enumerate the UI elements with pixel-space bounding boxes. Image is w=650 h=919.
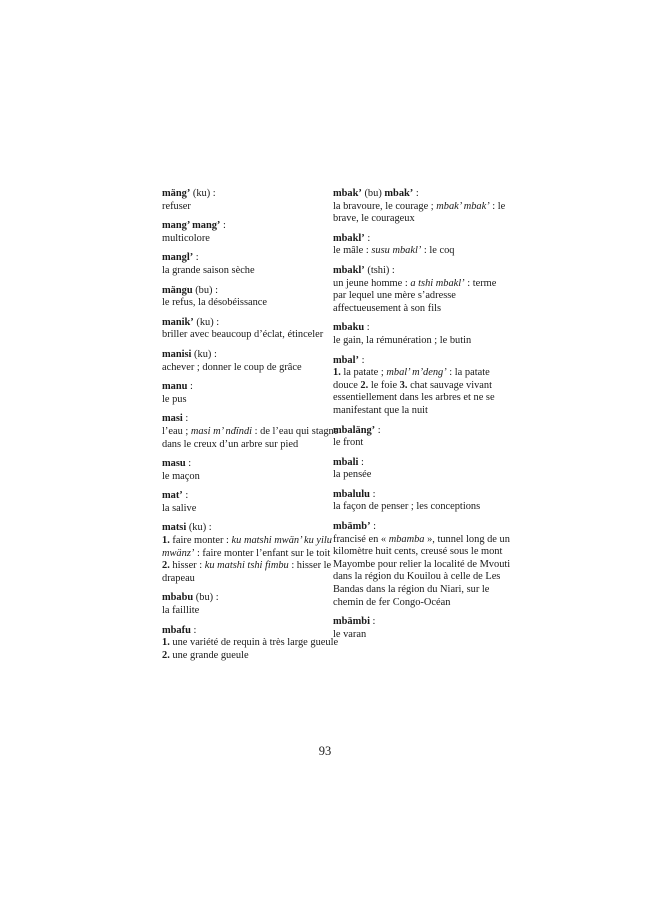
definition-text: la bravoure, le courage ; (333, 200, 437, 212)
grammar-tag: : (187, 381, 193, 393)
grammar-tag: : (190, 624, 197, 636)
definition-text: la patate ; (340, 367, 387, 379)
sense-number: 1. (333, 367, 341, 379)
dictionary-entry (333, 489, 511, 514)
grammar-tag: (bu) : (192, 284, 219, 296)
definition (162, 265, 340, 278)
definition-text: une variété de requin à très large gueule (169, 637, 339, 649)
definition (333, 278, 511, 316)
definition-text: chat sauvage vivant essentiellement dans les arbres et ne se manifestant que la nuit (333, 379, 495, 416)
headword: mbali (333, 456, 359, 468)
definition (162, 201, 340, 214)
grammar-tag: : (358, 456, 364, 468)
example-phrase: mbal’ m’deng’ (386, 367, 447, 379)
definition-text: : le coq (421, 245, 455, 257)
example-phrase: ku matshi mwän’ ku yilu mwänz’ (162, 535, 332, 559)
entry-heading (162, 625, 340, 638)
grammar-tag: : (364, 232, 371, 244)
headword: mbabu (162, 592, 194, 604)
dictionary-entry (333, 233, 511, 258)
grammar-tag: : (370, 521, 377, 533)
dictionary-entry (162, 285, 340, 310)
definition-text: : de l’eau qui stagne dans le creux d’un arbre sur pied (162, 425, 339, 450)
definition (333, 469, 511, 482)
headword: mbalulu (333, 488, 370, 500)
definition (162, 297, 340, 310)
left-column (162, 188, 340, 669)
definition (333, 201, 511, 226)
definition-text: le gain, la rémunération ; le butin (333, 334, 472, 346)
entry-heading (333, 616, 511, 629)
dictionary-entry (333, 457, 511, 482)
definition (333, 629, 511, 642)
grammar-tag: (ku) : (193, 316, 220, 328)
headword: mbak’ (333, 188, 362, 199)
definition-text: : faire monter l’enfant sur le toit (194, 547, 331, 559)
definition-text: la faillite (162, 605, 200, 617)
definition (333, 245, 511, 258)
definition-text: briller avec beaucoup d’éclat, étinceler (162, 329, 324, 341)
example-phrase: mbak’ mbak’ (436, 200, 490, 212)
headword: matsi (162, 522, 187, 534)
dictionary-entry (162, 522, 340, 585)
definition-text: : hisser le drapeau (162, 560, 332, 584)
sense-number: 2. (360, 379, 369, 391)
headword: mangl’ (162, 252, 194, 264)
dictionary-entry (333, 355, 511, 418)
definition (162, 394, 340, 407)
example-phrase: ku matshi tshi fimbu (204, 560, 289, 572)
headword: masi (162, 413, 183, 425)
grammar-tag: : (220, 220, 226, 232)
definition-text: une grande gueule (169, 649, 249, 661)
grammar-tag: : (369, 616, 376, 628)
definition-text: un jeune homme : (333, 277, 411, 289)
entry-heading (162, 285, 340, 298)
entry-heading (162, 413, 340, 426)
grammar-tag: (bu) (361, 188, 385, 199)
definition-text: le varan (333, 628, 367, 640)
dictionary-entry (162, 413, 340, 451)
grammar-tag: : (413, 188, 419, 199)
entry-heading (162, 490, 340, 503)
headword: mbafu (162, 624, 191, 636)
definition-text: le refus, la désobéissance (162, 297, 268, 309)
headword: mbakl’ (333, 232, 365, 244)
definition-text: achever ; donner le coup de grâce (162, 361, 302, 373)
definition (333, 534, 511, 610)
definition-text: refuser (162, 200, 191, 212)
entry-heading (162, 252, 340, 265)
definition (162, 535, 340, 585)
sense-number: 1. (162, 637, 170, 649)
definition (162, 329, 340, 342)
definition-text: la façon de penser ; les conceptions (333, 501, 481, 513)
entry-heading (333, 457, 511, 470)
grammar-tag: : (182, 413, 189, 425)
definition-text: la pensée (333, 469, 372, 481)
entry-heading (333, 233, 511, 246)
definition (333, 437, 511, 450)
dictionary-entry (162, 349, 340, 374)
entry-heading (162, 592, 340, 605)
grammar-tag: : (375, 424, 381, 436)
entry-heading (162, 458, 340, 471)
headword: manisi (162, 348, 192, 360)
grammar-tag: : (182, 490, 189, 502)
grammar-tag: : (358, 354, 365, 366)
entry-heading (162, 381, 340, 394)
headword: mbaku (333, 322, 365, 334)
dictionary-entry (162, 458, 340, 483)
headword: mat’ (162, 490, 183, 502)
headword: mbämb’ (333, 521, 371, 533)
sense-number: 1. (162, 535, 170, 547)
entry-heading (333, 425, 511, 438)
definition-text: la salive (162, 502, 197, 514)
dictionary-entry (162, 252, 340, 277)
entry-heading (162, 317, 340, 330)
dictionary-entry (162, 381, 340, 406)
sense-number: 2. (162, 560, 170, 572)
headword: mängu (162, 284, 193, 296)
definition-text: le mâle : (333, 245, 372, 257)
headword: mbämbi (333, 616, 370, 628)
entry-heading (162, 349, 340, 362)
grammar-tag: : (369, 488, 376, 500)
dictionary-entry (333, 265, 511, 315)
definition-text: : le brave, le courageux (333, 200, 506, 225)
dictionary-entry (333, 521, 511, 609)
definition (162, 426, 340, 451)
entry-heading (333, 322, 511, 335)
grammar-tag: : (185, 458, 192, 470)
dictionary-entry (333, 616, 511, 641)
dictionary-entry (162, 490, 340, 515)
definition-text: hisser : (169, 560, 205, 572)
dictionary-entry (333, 188, 511, 226)
entry-heading (333, 265, 511, 278)
definition-text: le maçon (162, 470, 200, 482)
definition-text: », tunnel long de un kilomètre huit cents, creusé sous le mont Mayombe pour relier la localité de Mvouti dans la région du Kouilou à celle de Les Bandas dans la région du Niari, sur le chemin de fer Congo-Océan (333, 533, 511, 608)
dictionary-entry (162, 592, 340, 617)
example-phrase: mbamba (388, 533, 425, 545)
definition-text: multicolore (162, 232, 210, 244)
sense-number: 2. (162, 649, 170, 661)
headword: mäng’ (162, 188, 191, 199)
headword: manik’ (162, 316, 194, 328)
example-phrase: masi m’ ndïndi (190, 425, 253, 437)
definition-text: le front (333, 437, 364, 449)
grammar-tag: (ku) : (186, 522, 212, 534)
definition-text: l’eau ; (162, 425, 191, 437)
headword: mbak’ (384, 188, 414, 199)
definition (162, 503, 340, 516)
headword: mbal’ (333, 354, 359, 366)
dictionary-entry (162, 220, 340, 245)
definition (162, 605, 340, 618)
definition-text: : la patate douce (333, 367, 490, 391)
definition-text: le pus (162, 393, 187, 405)
grammar-tag: (tshi) : (364, 264, 395, 276)
definition (333, 367, 511, 417)
definition-text: la grande saison sèche (162, 264, 255, 276)
definition (333, 335, 511, 348)
definition (162, 233, 340, 246)
definition (162, 471, 340, 484)
grammar-tag: (ku) : (190, 188, 216, 199)
entry-heading (333, 188, 511, 201)
headword: masu (162, 458, 186, 470)
grammar-tag: : (364, 322, 370, 334)
dictionary-entry (333, 425, 511, 450)
headword: manu (162, 381, 188, 393)
example-phrase: susu mbakl’ (371, 245, 422, 257)
definition-text: le foie (368, 379, 400, 391)
grammar-tag: (bu) : (193, 592, 219, 604)
entry-heading (333, 521, 511, 534)
dictionary-entry (333, 322, 511, 347)
dictionary-entry (162, 625, 340, 663)
definition-text: : terme par lequel une mère s’adresse affectueusement à son fils (333, 277, 497, 314)
dictionary-entry (162, 317, 340, 342)
example-phrase: a tshi mbakl’ (410, 277, 465, 289)
entry-heading (333, 489, 511, 502)
definition (333, 501, 511, 514)
entry-heading (162, 522, 340, 535)
definition-text: francisé en « (333, 533, 389, 545)
entry-heading (162, 220, 340, 233)
entry-heading (333, 355, 511, 368)
page-number: 93 (318, 744, 332, 758)
sense-number: 3. (399, 379, 408, 391)
dictionary-entry (162, 188, 340, 213)
headword: mang’ mang’ (162, 220, 221, 232)
grammar-tag: : (193, 252, 199, 264)
headword: mbaläng’ (333, 424, 376, 436)
headword: mbakl’ (333, 264, 365, 276)
definition-text: faire monter : (169, 535, 232, 547)
definition (162, 637, 340, 662)
grammar-tag: (ku) : (191, 348, 217, 360)
definition (162, 362, 340, 375)
entry-heading (162, 188, 340, 201)
right-column (333, 188, 511, 648)
